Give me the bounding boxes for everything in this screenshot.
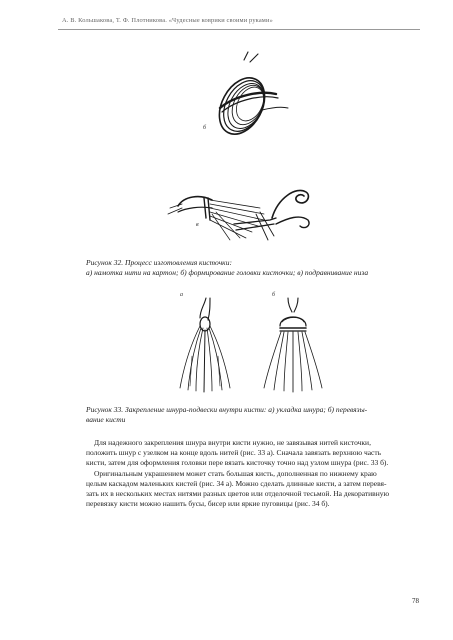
figure-33-caption-line-1: Рисунок 33. Закрепление шнура-подвески внутри кисти: а) укладка шнура; б) перевязы- xyxy=(86,405,368,414)
paragraph-1-line-1: Для надежного закрепления шнура внутри кисти нужно, не завязывая нитей кисточки, xyxy=(94,438,371,447)
figure-32-caption-detail: а) намотка нити на картон; б) формирование головки кисточки; в) подравнивание низа xyxy=(86,268,369,277)
figure-32v-label: в xyxy=(196,222,199,228)
figure-32b-coil-illustration xyxy=(200,50,300,146)
paragraph-2 xyxy=(86,469,428,510)
figure-33a-label: а xyxy=(180,292,183,298)
page-number: 78 xyxy=(412,597,419,605)
paragraph-1-line-3: кисти, затем для оформления головки пере вязать кисточку точно над узлом шнура (рис. 33 б). xyxy=(86,458,389,468)
body-text xyxy=(86,438,428,509)
paragraph-2-line-2: целым каскадом маленьких кистей (рис. 34 а). Можно сделать длинные кисти, а затем перевя- xyxy=(86,478,387,488)
paragraph-2-line-4: перевязку кисти можно нашить бусы, бисер или яркие пуговицы (рис. 34 б). xyxy=(86,499,330,509)
paragraph-2-line-3: зать их в нескольких местах нитями разных цветов или отделочной тесьмой. На декоративную xyxy=(86,489,390,499)
figure-32b-label: б xyxy=(203,125,207,131)
figure-33b-tied-tassel-illustration xyxy=(258,296,328,396)
figure-33-caption xyxy=(86,405,426,425)
figure-33a-cord-illustration xyxy=(170,296,240,396)
figure-32-caption xyxy=(86,258,426,278)
paragraph-1 xyxy=(86,438,428,469)
header-rule xyxy=(58,29,420,30)
figure-32v-trimming-illustration xyxy=(160,178,320,250)
running-header: А. В. Кольшакова, Т. Ф. Плотникова. «Чудесные коврики своими руками» xyxy=(62,17,273,24)
figure-33b-label: б xyxy=(272,292,276,298)
paragraph-2-line-1: Оригинальным украшением может стать большая кисть, дополненная по нижнему краю xyxy=(94,468,377,478)
paragraph-1-line-2: положить шнур с узелком на конце вдоль нитей (рис. 33 а). Сначала завязать верхнюю часть xyxy=(86,448,382,458)
figure-32-caption-title: Рисунок 32. Процесс изготовления кисточки: xyxy=(86,258,232,267)
figure-33-caption-line-2: вание кисти xyxy=(86,415,126,424)
